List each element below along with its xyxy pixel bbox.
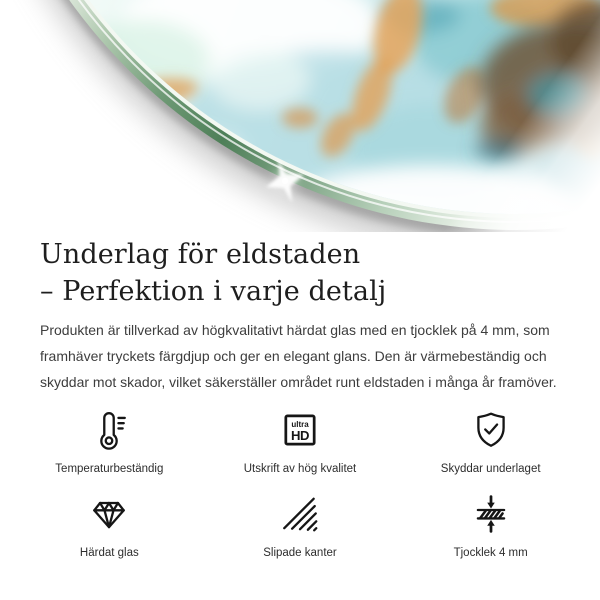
page-title (40, 236, 560, 310)
feature-grid (0, 408, 600, 560)
shield-check-icon (470, 408, 512, 452)
feature-label: Temperaturbeständig (55, 463, 164, 475)
feature-polished-edges (205, 492, 396, 560)
feature-label: Tjocklek 4 mm (453, 547, 528, 559)
thickness-compress-icon (470, 492, 512, 536)
svg-text:HD: HD (291, 427, 309, 443)
feature-label: Skyddar underlaget (440, 463, 541, 475)
feature-protects-surface (395, 408, 586, 476)
thermometer-icon (88, 408, 130, 452)
product-description: Produkten är tillverkad av högkvalitativt härdat glas med en tjocklek på 4 mm, som framhäver tryckets färgdjup och ger en elegant glans. Den är värmebeständig och skyddar mot skador, vilket säkerställer området runt eldstaden i många år framöver. (40, 322, 557, 390)
feature-thickness (395, 492, 586, 560)
feature-label: Härdat glas (79, 547, 139, 559)
product-photo (0, 0, 600, 232)
feature-label: Slipade kanter (263, 547, 337, 559)
page-title-line2: – Perfektion i varje detalj (40, 276, 387, 307)
feature-label: Utskrift av hög kvalitet (243, 463, 357, 475)
bevel-stripes-icon (279, 492, 321, 536)
feature-tempered-glass (14, 492, 205, 560)
diamond-icon (88, 492, 130, 536)
feature-temperature (14, 408, 205, 476)
feature-print-quality (205, 408, 396, 476)
page-title-line1: Underlag för eldstaden (40, 239, 361, 270)
light-wash-overlay (0, 0, 600, 232)
ultra-hd-icon (279, 408, 321, 452)
glass-panel-illustration (0, 0, 600, 232)
svg-text:ultra: ultra (291, 419, 309, 429)
